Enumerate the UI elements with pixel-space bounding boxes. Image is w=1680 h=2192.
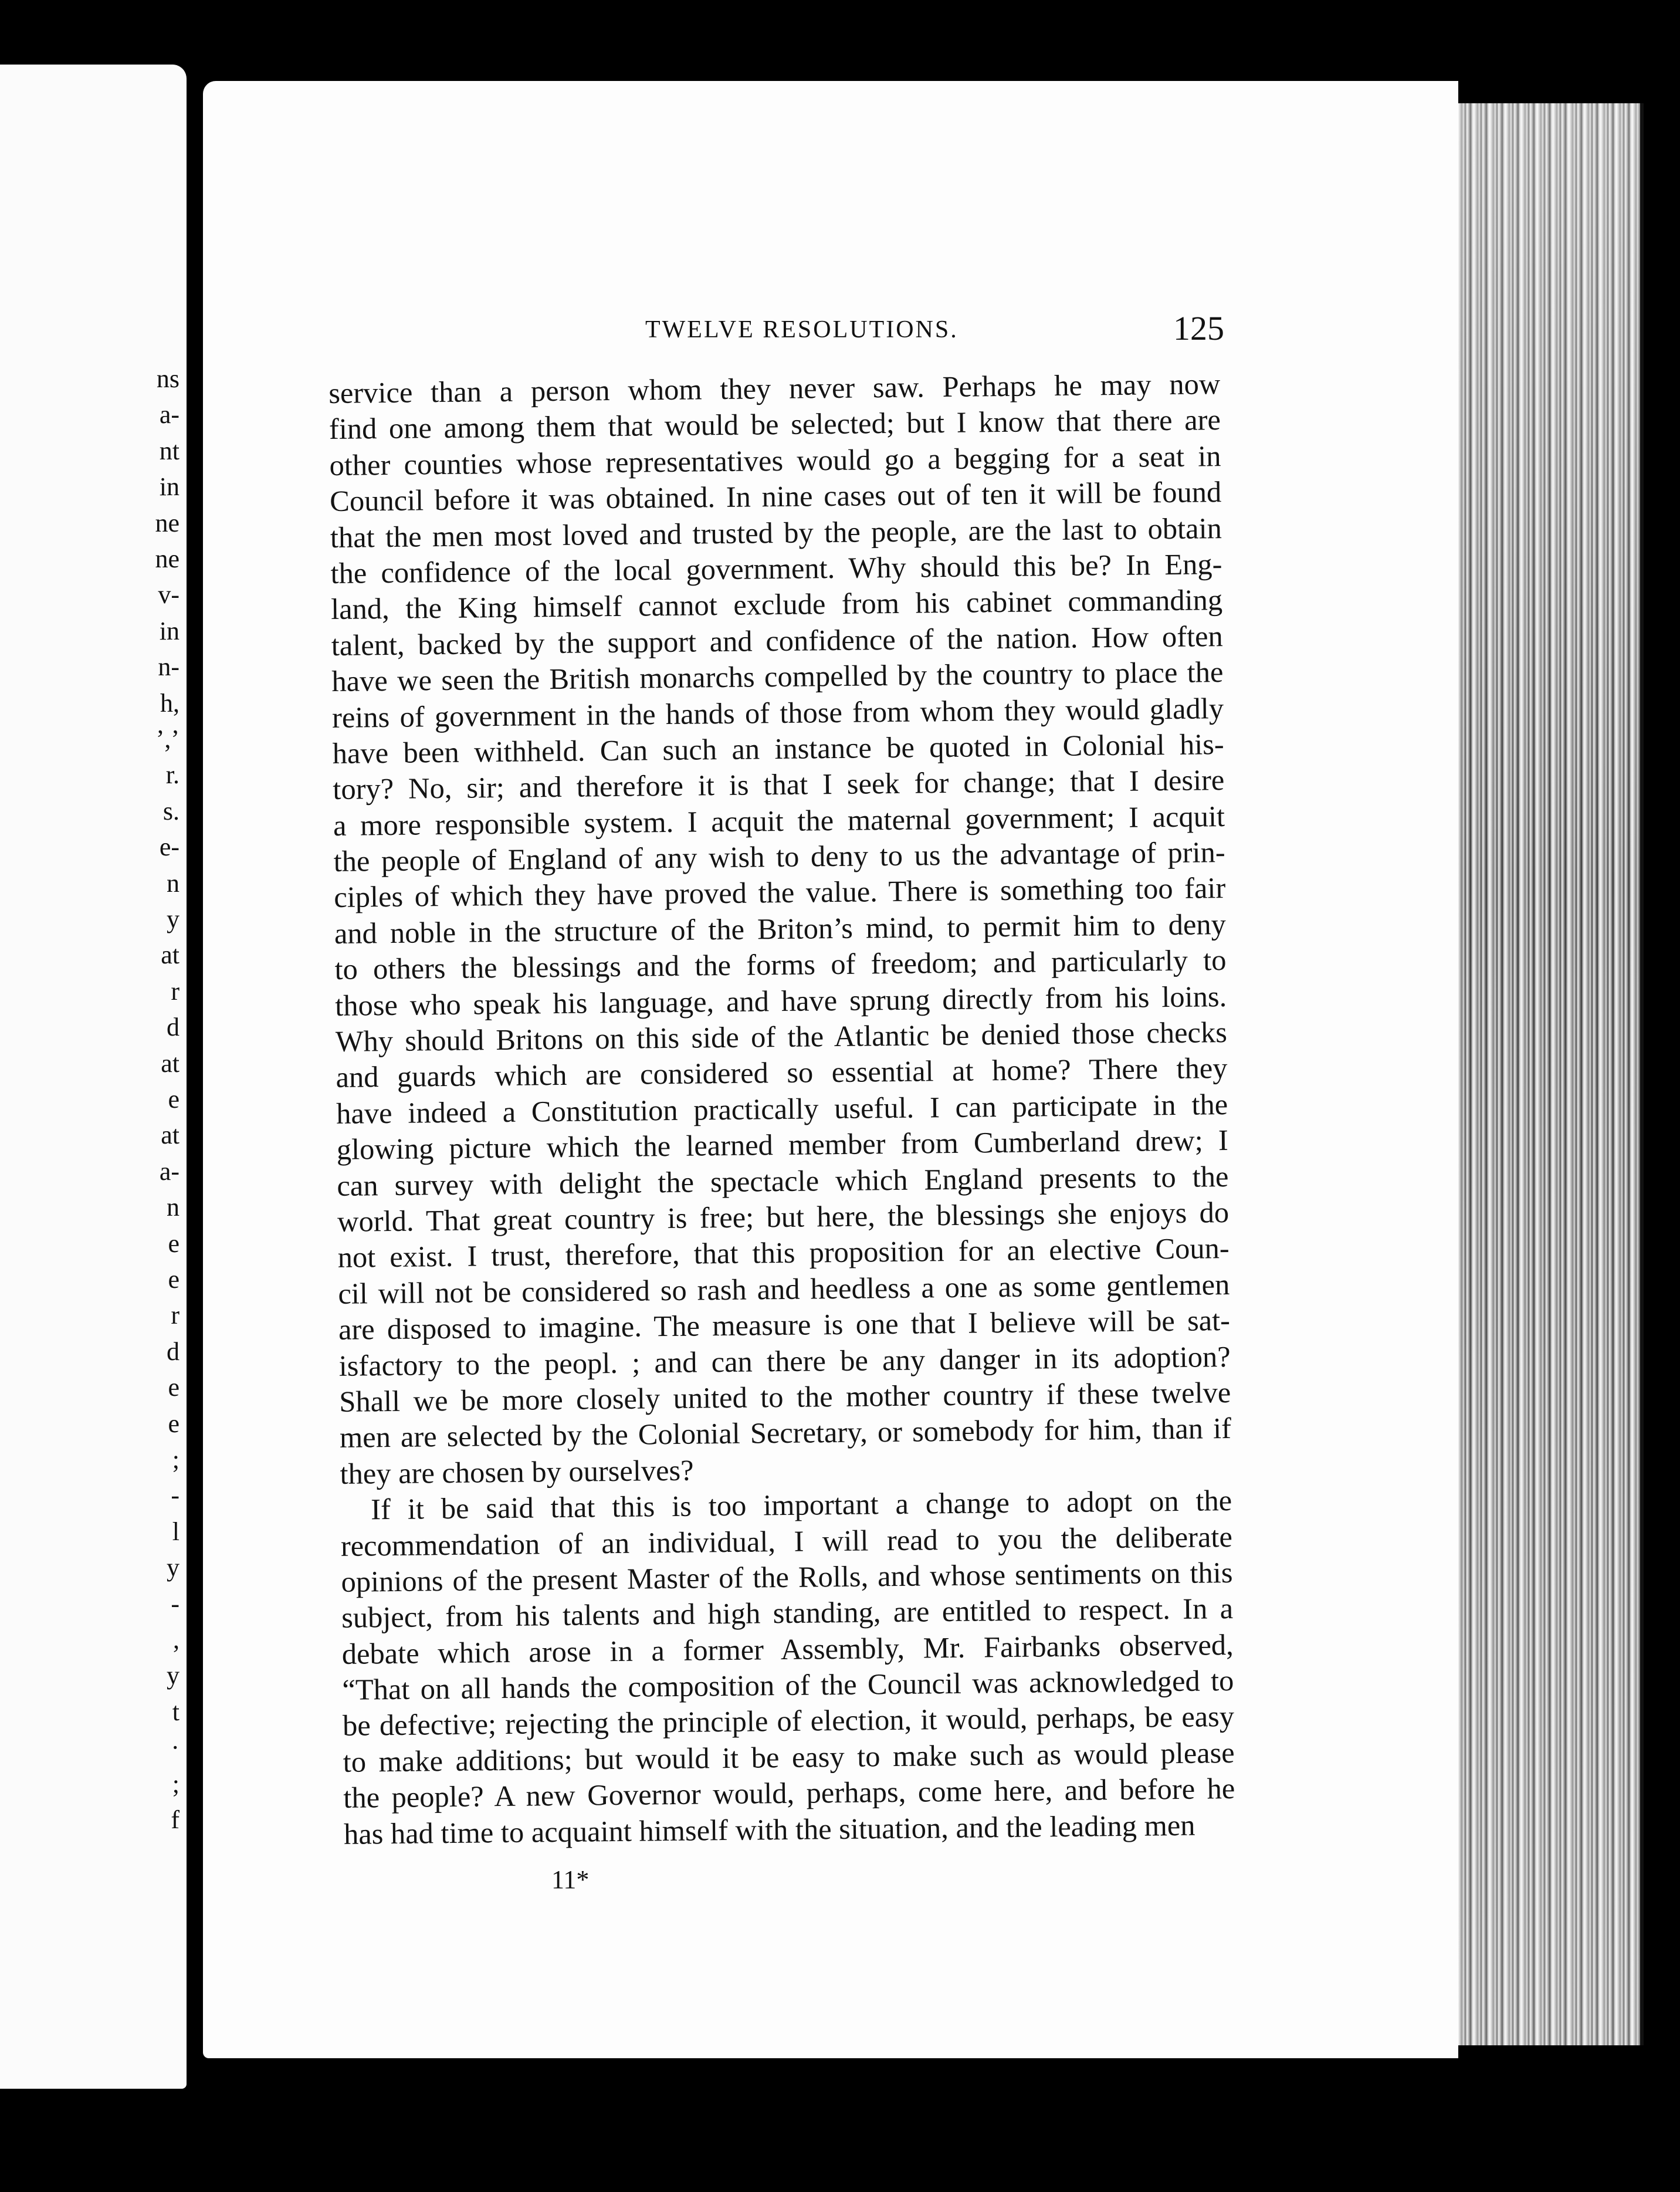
previous-page-fragment: - xyxy=(171,1589,179,1618)
text-line: “That on all hands the composition of the Council was acknowledged to xyxy=(342,1664,1234,1706)
text-line: ciples of which they have proved the value. There is something too fair xyxy=(334,871,1226,914)
previous-page-fragment: ne xyxy=(155,544,179,573)
previous-page-fragment: e xyxy=(168,1229,179,1258)
running-title: TWELVE RESOLUTIONS. xyxy=(645,316,958,343)
previous-page-fragment: n xyxy=(167,868,179,898)
previous-page-fragment: s. xyxy=(162,796,179,826)
text-line: subject, from his talents and high standing, are entitled to respect. In a xyxy=(341,1592,1234,1635)
previous-page-fragment: r xyxy=(171,976,179,1006)
body-text xyxy=(328,366,1235,1852)
previous-page-fragment: e xyxy=(168,1409,179,1438)
text-line: debate which arose in a former Assembly, Mr. Fairbanks observed, xyxy=(341,1628,1234,1670)
text-line: have we seen the British monarchs compelled by the country to place the xyxy=(331,655,1224,698)
previous-page-fragment: at xyxy=(161,1121,179,1150)
text-line: are disposed to imagine. The measure is one that I believe will be sat- xyxy=(338,1304,1231,1347)
previous-page-fragment: n xyxy=(167,1193,179,1222)
previous-page-fragment: ’,’ xyxy=(155,725,179,753)
text-line: those who speak his language, and have sprung directly from his loins. xyxy=(334,979,1227,1022)
text-line: Shall we be more closely united to the mother country if these twelve xyxy=(339,1375,1231,1418)
text-line: recommendation of an individual, I will read to you the deliberate xyxy=(340,1520,1233,1562)
previous-page-fragment: nt xyxy=(159,436,179,465)
text-line: to others the blessings and the forms of freedom; and particularly to xyxy=(334,943,1227,986)
text-line: has had time to acquaint himself with the situation, and the leading men xyxy=(343,1808,1195,1851)
text-line: can survey with delight the spectacle which England presents to the xyxy=(337,1159,1229,1202)
previous-page-fragment: ne xyxy=(155,508,179,537)
text-line: not exist. I trust, therefore, that this proposition for an elective Coun- xyxy=(337,1232,1229,1274)
previous-page-fragment: d xyxy=(167,1337,179,1366)
previous-page-fragment: v- xyxy=(158,580,179,610)
text-line: that the men most loved and trusted by the people, are the last to obtain xyxy=(330,511,1222,554)
text-line: world. That great country is free; but here, the blessings she enjoys do xyxy=(337,1195,1229,1238)
previous-page-fragment: · xyxy=(171,1733,179,1763)
text-line: opinions of the present Master of the Rolls, and whose sentiments on this xyxy=(341,1555,1233,1598)
text-line: have been withheld. Can such an instance be quoted in Colonial his- xyxy=(332,727,1224,770)
previous-page-fragment: n- xyxy=(158,652,179,682)
previous-page-fragment: y xyxy=(167,905,179,933)
text-line: Council before it was obtained. In nine cases out of ten it will be found xyxy=(329,475,1222,518)
text-line: have indeed a Constitution practically useful. I can participate in the xyxy=(336,1087,1228,1130)
previous-page-fragment: , xyxy=(173,1625,179,1654)
text-line: cil will not be considered so rash and heedless a one as some gentlemen xyxy=(338,1267,1230,1310)
previous-page-fragment: l xyxy=(172,1517,179,1546)
text-line: Why should Britons on this side of the Atlantic be denied those checks xyxy=(335,1016,1228,1058)
text-line: If it be said that this is too important a change to adopt on the xyxy=(370,1484,1232,1526)
previous-page-fragment: e- xyxy=(159,833,179,862)
previous-page-fragment: f xyxy=(171,1805,179,1834)
previous-page-fragment: e xyxy=(168,1373,179,1402)
text-line: service than a person whom they never saw. Perhaps he may now xyxy=(328,367,1221,410)
previous-page-fragment: e xyxy=(168,1085,179,1114)
text-line: reins of government in the hands of those from whom they would gladly xyxy=(331,691,1224,734)
previous-page-fragment: at xyxy=(161,1048,179,1078)
text-line: they are chosen by ourselves? xyxy=(340,1453,694,1490)
text-line: the people? A new Governor would, perhaps, come here, and before he xyxy=(343,1772,1235,1815)
previous-page-fragment: in xyxy=(159,472,179,502)
text-line: the confidence of the local government. Why should this be? In Eng- xyxy=(330,547,1222,590)
text-line: a more responsible system. I acquit the maternal government; I acquit xyxy=(333,799,1225,842)
page-block-edge xyxy=(1458,103,1644,2045)
previous-page-fragment: ns xyxy=(156,364,179,393)
previous-page-fragment: e xyxy=(168,1265,179,1294)
previous-page-fragment: h, xyxy=(160,688,179,718)
previous-page-fragment: ; xyxy=(172,1445,179,1474)
previous-page xyxy=(0,65,187,2089)
text-line: to make additions; but would it be easy to make such as would please xyxy=(343,1736,1235,1778)
text-line: talent, backed by the support and confidence of the nation. How often xyxy=(331,619,1224,662)
text-line: be defective; rejecting the principle of election, it would, perhaps, be easy xyxy=(342,1700,1235,1743)
previous-page-fragment: r. xyxy=(165,760,179,790)
text-line: glowing picture which the learned member from Cumberland drew; I xyxy=(336,1124,1229,1166)
previous-page-fragment: a- xyxy=(159,400,179,429)
previous-page-fragment: y xyxy=(167,1661,179,1690)
previous-page-fragment: ; xyxy=(172,1769,179,1798)
text-line: men are selected by the Colonial Secretary, or somebody for him, than if xyxy=(339,1412,1232,1454)
previous-page-fragment: in xyxy=(159,616,179,645)
previous-page-fragment: - xyxy=(171,1481,179,1510)
previous-page-fragment: d xyxy=(167,1013,179,1042)
previous-page-fragment: r xyxy=(171,1301,179,1330)
text-line: the people of England of any wish to deny to us the advantage of prin- xyxy=(333,835,1225,878)
text-line: land, the King himself cannot exclude from his cabinet commanding xyxy=(330,583,1223,626)
text-line: other counties whose representatives would go a begging for a seat in xyxy=(329,439,1221,482)
previous-page-fragment: at xyxy=(161,941,179,970)
previous-page-fragment: t xyxy=(172,1697,179,1726)
text-line: and guards which are considered so essential at home? There they xyxy=(336,1051,1228,1094)
book-gutter xyxy=(187,70,203,2089)
page-number: 125 xyxy=(1173,309,1224,347)
text-line: tory? No, sir; and therefore it is that I seek for change; that I desire xyxy=(333,763,1225,806)
signature-mark: 11* xyxy=(551,1865,590,1894)
text-line: find one among them that would be selected; but I know that there are xyxy=(328,403,1221,446)
text-line: isfactory to the peopl. ; and can there be any danger in its adoption? xyxy=(338,1339,1231,1382)
previous-page-fragment: y xyxy=(167,1553,179,1582)
text-line: and noble in the structure of the Briton’s mind, to permit him to deny xyxy=(334,907,1227,950)
previous-page-fragment: a- xyxy=(159,1156,179,1186)
